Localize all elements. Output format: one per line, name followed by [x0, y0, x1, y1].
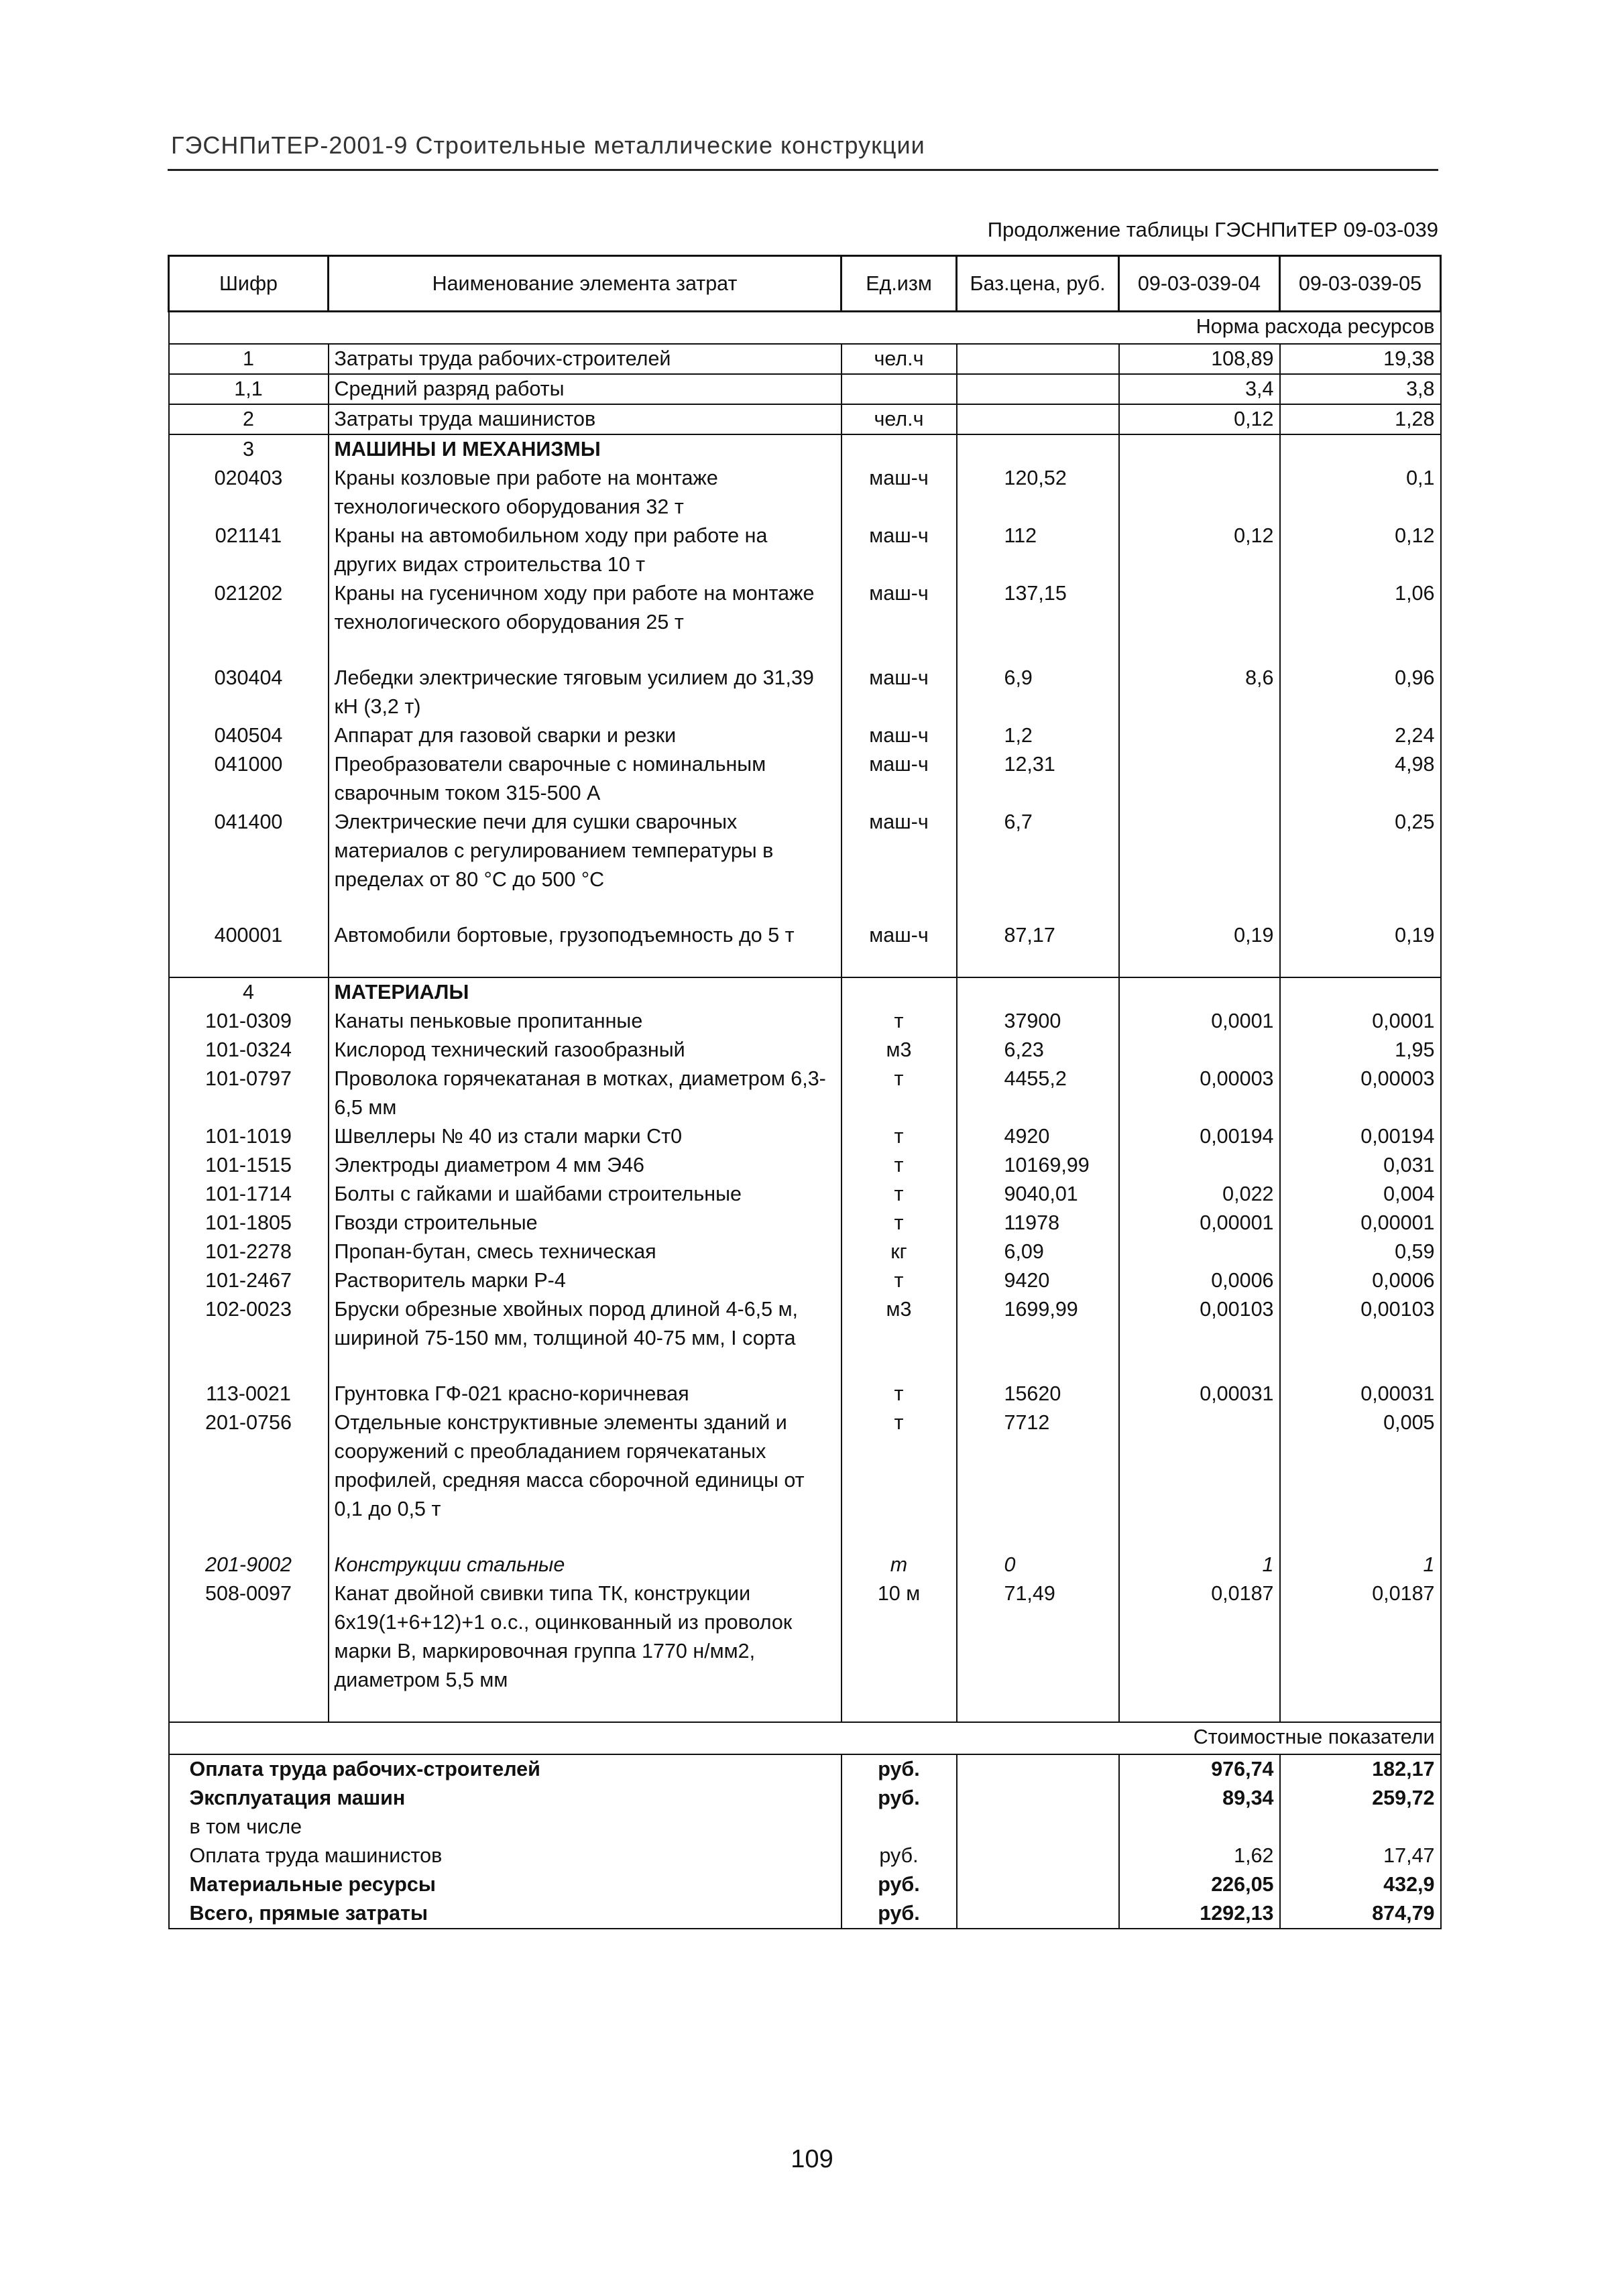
material-row	[169, 1295, 1441, 1380]
cost-label: Материальные ресурсы	[169, 1870, 842, 1899]
cell-unit: т	[842, 1180, 957, 1209]
cell-unit: т	[842, 1408, 957, 1551]
cost-total-row	[169, 1784, 1441, 1813]
cell-code: 113-0021	[169, 1380, 329, 1408]
cell-value-04	[1119, 750, 1280, 808]
cell-name: Бруски обрезные хвойных пород длиной 4-6,5 м, шириной 75-150 мм, толщиной 40-75 мм, I сорта	[329, 1295, 842, 1380]
cell-base-price: 37900	[957, 1007, 1119, 1036]
cell-name: Средний разряд работы	[329, 374, 842, 404]
cell-base-price: 7712	[957, 1408, 1119, 1551]
cell-code: 201-0756	[169, 1408, 329, 1551]
cell-code: 101-0797	[169, 1065, 329, 1122]
cell-value-05: 4,98	[1280, 750, 1441, 808]
cell-value-05	[1280, 977, 1441, 1007]
cost-unit: руб.	[842, 1870, 957, 1899]
cell-unit: т	[842, 1065, 957, 1122]
cell-name: Аппарат для газовой сварки и резки	[329, 721, 842, 750]
cell-unit	[842, 434, 957, 464]
cost-base-price	[957, 1784, 1119, 1813]
machine-row	[169, 664, 1441, 721]
cell-base-price: 112	[957, 522, 1119, 579]
cell-value-05: 1,06	[1280, 579, 1441, 664]
cost-label: Всего, прямые затраты	[169, 1899, 842, 1929]
table-body	[169, 312, 1441, 1929]
cell-code: 101-0324	[169, 1036, 329, 1065]
cell-unit	[842, 374, 957, 404]
cell-name: Электроды диаметром 4 мм Э46	[329, 1151, 842, 1180]
material-row	[169, 1380, 1441, 1408]
material-row	[169, 1065, 1441, 1122]
cell-unit: маш-ч	[842, 750, 957, 808]
cell-value-04	[1119, 1036, 1280, 1065]
cell-value-04: 0,19	[1119, 921, 1280, 977]
material-row	[169, 1122, 1441, 1151]
cost-value-04: 226,05	[1119, 1870, 1280, 1899]
cell-base-price: 10169,99	[957, 1151, 1119, 1180]
cell-unit: т	[842, 1007, 957, 1036]
machine-row	[169, 464, 1441, 522]
cell-value-04: 0,12	[1119, 404, 1280, 434]
cell-unit: т	[842, 1266, 957, 1295]
cell-name: Растворитель марки Р-4	[329, 1266, 842, 1295]
cell-base-price: 6,9	[957, 664, 1119, 721]
cell-name: МАШИНЫ И МЕХАНИЗМЫ	[329, 434, 842, 464]
cell-value-04	[1119, 1408, 1280, 1551]
machine-row	[169, 921, 1441, 977]
cell-value-04: 8,6	[1119, 664, 1280, 721]
cell-code: 101-1019	[169, 1122, 329, 1151]
cost-value-04: 1292,13	[1119, 1899, 1280, 1929]
cell-base-price: 1699,99	[957, 1295, 1119, 1380]
cell-name: Затраты труда машинистов	[329, 404, 842, 434]
cell-base-price	[957, 374, 1119, 404]
material-row	[169, 1551, 1441, 1579]
cell-base-price	[957, 434, 1119, 464]
cell-value-04	[1119, 808, 1280, 921]
cost-value-05: 874,79	[1280, 1899, 1441, 1929]
cell-base-price: 9040,01	[957, 1180, 1119, 1209]
cell-name: Краны козловые при работе на монтаже технологического оборудования 32 т	[329, 464, 842, 522]
cost-base-price	[957, 1870, 1119, 1899]
machine-row	[169, 721, 1441, 750]
cost-label: Эксплуатация машин	[169, 1784, 842, 1813]
cell-value-04	[1119, 579, 1280, 664]
cell-unit	[842, 977, 957, 1007]
page-number: 109	[791, 2145, 833, 2173]
cell-value-05: 0,031	[1280, 1151, 1441, 1180]
cell-value-05: 0,19	[1280, 921, 1441, 977]
cell-unit: маш-ч	[842, 921, 957, 977]
cell-value-05: 0,0001	[1280, 1007, 1441, 1036]
material-row	[169, 1579, 1441, 1722]
column-header-unit: Ед.изм	[842, 256, 957, 312]
cell-value-05: 0,12	[1280, 522, 1441, 579]
cell-code: 030404	[169, 664, 329, 721]
cell-value-04: 108,89	[1119, 344, 1280, 374]
cell-value-04: 0,0001	[1119, 1007, 1280, 1036]
cost-total-row	[169, 1754, 1441, 1784]
cell-value-04: 1	[1119, 1551, 1280, 1579]
machine-row	[169, 522, 1441, 579]
cell-base-price: 71,49	[957, 1579, 1119, 1722]
cell-name: Автомобили бортовые, грузоподъемность до 5 т	[329, 921, 842, 977]
norm-caption: Норма расхода ресурсов	[169, 312, 1441, 345]
cell-value-05: 0,25	[1280, 808, 1441, 921]
cost-total-row	[169, 1870, 1441, 1899]
cell-value-05: 0,0006	[1280, 1266, 1441, 1295]
cell-value-04: 0,00003	[1119, 1065, 1280, 1122]
cost-label: Оплата труда машинистов	[169, 1841, 842, 1870]
cell-code: 101-2467	[169, 1266, 329, 1295]
cost-caption-row	[169, 1722, 1441, 1754]
cell-unit: маш-ч	[842, 464, 957, 522]
cell-value-05: 1,28	[1280, 404, 1441, 434]
cell-code: 101-2278	[169, 1237, 329, 1266]
cost-label: Оплата труда рабочих-строителей	[169, 1754, 842, 1784]
cell-value-05: 1	[1280, 1551, 1441, 1579]
cell-code: 041000	[169, 750, 329, 808]
cell-code: 4	[169, 977, 329, 1007]
cell-base-price: 0	[957, 1551, 1119, 1579]
cost-total-row	[169, 1841, 1441, 1870]
cell-unit: кг	[842, 1237, 957, 1266]
cell-name: Канат двойной свивки типа ТК, конструкции 6х19(1+6+12)+1 о.с., оцинкованный из проволок марки В, маркировочная группа 1770 н/мм2, диаметром 5,5 мм	[329, 1579, 842, 1722]
cell-name: Краны на гусеничном ходу при работе на монтаже технологического оборудования 25 т	[329, 579, 842, 664]
material-row	[169, 1266, 1441, 1295]
section-header-materials	[169, 977, 1441, 1007]
table-continuation-caption: Продолжение таблицы ГЭСНПиТЕР 09-03-039	[987, 218, 1438, 241]
cell-base-price	[957, 404, 1119, 434]
cell-value-04: 0,0006	[1119, 1266, 1280, 1295]
cost-unit: руб.	[842, 1841, 957, 1870]
cell-value-05: 0,00194	[1280, 1122, 1441, 1151]
header-rule	[168, 169, 1438, 171]
cell-unit: т	[842, 1209, 957, 1237]
cost-caption: Стоимостные показатели	[169, 1722, 1441, 1754]
cell-unit: чел.ч	[842, 344, 957, 374]
cell-code: 3	[169, 434, 329, 464]
cell-base-price	[957, 344, 1119, 374]
cell-value-05: 0,96	[1280, 664, 1441, 721]
cost-label: в том числе	[169, 1813, 842, 1841]
material-row	[169, 1209, 1441, 1237]
cell-base-price: 15620	[957, 1380, 1119, 1408]
cell-code: 508-0097	[169, 1579, 329, 1722]
cell-base-price: 87,17	[957, 921, 1119, 977]
cell-code: 021202	[169, 579, 329, 664]
cell-unit: т	[842, 1380, 957, 1408]
cell-name: Пропан-бутан, смесь техническая	[329, 1237, 842, 1266]
cell-base-price: 4920	[957, 1122, 1119, 1151]
material-row	[169, 1007, 1441, 1036]
cell-code: 040504	[169, 721, 329, 750]
cell-code: 101-1515	[169, 1151, 329, 1180]
cost-value-05: 182,17	[1280, 1754, 1441, 1784]
cell-base-price: 12,31	[957, 750, 1119, 808]
cell-name: Краны на автомобильном ходу при работе на других видах строительства 10 т	[329, 522, 842, 579]
material-row	[169, 1036, 1441, 1065]
section-header-machines	[169, 434, 1441, 464]
cell-name: Гвозди строительные	[329, 1209, 842, 1237]
column-header-09-03-039-04: 09-03-039-04	[1119, 256, 1280, 312]
cell-name: Грунтовка ГФ-021 красно-коричневая	[329, 1380, 842, 1408]
cell-value-05: 0,00103	[1280, 1295, 1441, 1380]
cost-value-05: 259,72	[1280, 1784, 1441, 1813]
material-row	[169, 1408, 1441, 1551]
cost-value-04	[1119, 1813, 1280, 1841]
cost-value-05	[1280, 1813, 1441, 1841]
cell-value-05	[1280, 434, 1441, 464]
cell-name: Проволока горячекатаная в мотках, диаметром 6,3-6,5 мм	[329, 1065, 842, 1122]
labor-row	[169, 344, 1441, 374]
column-header-09-03-039-05: 09-03-039-05	[1280, 256, 1441, 312]
material-row	[169, 1180, 1441, 1209]
cell-value-04	[1119, 464, 1280, 522]
cell-unit: маш-ч	[842, 664, 957, 721]
cell-value-05: 3,8	[1280, 374, 1441, 404]
cell-value-05: 19,38	[1280, 344, 1441, 374]
cell-value-04: 0,00031	[1119, 1380, 1280, 1408]
resource-table	[168, 255, 1440, 1929]
cell-unit: м3	[842, 1036, 957, 1065]
cell-value-04: 3,4	[1119, 374, 1280, 404]
cost-base-price	[957, 1813, 1119, 1841]
cost-total-row	[169, 1813, 1441, 1841]
cell-value-04: 0,00103	[1119, 1295, 1280, 1380]
cell-unit: маш-ч	[842, 721, 957, 750]
cell-base-price: 9420	[957, 1266, 1119, 1295]
labor-row	[169, 374, 1441, 404]
cell-value-05: 2,24	[1280, 721, 1441, 750]
cell-name: Швеллеры № 40 из стали марки Ст0	[329, 1122, 842, 1151]
cell-name: Лебедки электрические тяговым усилием до 31,39 кН (3,2 т)	[329, 664, 842, 721]
cell-unit: т	[842, 1551, 957, 1579]
cell-name: Преобразователи сварочные с номинальным сварочным током 315-500 А	[329, 750, 842, 808]
column-header-name: Наименование элемента затрат	[329, 256, 842, 312]
cell-name: Затраты труда рабочих-строителей	[329, 344, 842, 374]
cell-unit: чел.ч	[842, 404, 957, 434]
machine-row	[169, 750, 1441, 808]
cost-unit: руб.	[842, 1754, 957, 1784]
cost-value-05: 17,47	[1280, 1841, 1441, 1870]
cell-value-05: 0,00003	[1280, 1065, 1441, 1122]
cell-base-price: 6,09	[957, 1237, 1119, 1266]
cell-base-price: 4455,2	[957, 1065, 1119, 1122]
cell-base-price: 137,15	[957, 579, 1119, 664]
cell-value-04	[1119, 721, 1280, 750]
cell-unit: маш-ч	[842, 522, 957, 579]
cell-base-price	[957, 977, 1119, 1007]
table-header-row	[169, 256, 1441, 312]
machine-row	[169, 579, 1441, 664]
cost-base-price	[957, 1754, 1119, 1784]
cell-value-05: 0,59	[1280, 1237, 1441, 1266]
cell-value-04: 0,00001	[1119, 1209, 1280, 1237]
cost-unit: руб.	[842, 1899, 957, 1929]
cell-code: 101-0309	[169, 1007, 329, 1036]
cell-name: Канаты пеньковые пропитанные	[329, 1007, 842, 1036]
cell-code: 041400	[169, 808, 329, 921]
cell-value-04	[1119, 977, 1280, 1007]
cell-code: 102-0023	[169, 1295, 329, 1380]
norm-caption-row	[169, 312, 1441, 345]
material-row	[169, 1151, 1441, 1180]
labor-row	[169, 404, 1441, 434]
cost-value-04: 976,74	[1119, 1754, 1280, 1784]
cell-unit: маш-ч	[842, 808, 957, 921]
cell-code: 201-9002	[169, 1551, 329, 1579]
cost-value-04: 1,62	[1119, 1841, 1280, 1870]
cost-total-row	[169, 1899, 1441, 1929]
column-header-base-price: Баз.цена, руб.	[957, 256, 1119, 312]
cell-unit: маш-ч	[842, 579, 957, 664]
cost-value-04: 89,34	[1119, 1784, 1280, 1813]
cell-code: 101-1714	[169, 1180, 329, 1209]
cell-value-04	[1119, 1151, 1280, 1180]
cell-name: Болты с гайками и шайбами строительные	[329, 1180, 842, 1209]
running-header: ГЭСНПиТЕР-2001-9 Строительные металлические конструкции	[171, 131, 925, 159]
column-header-code: Шифр	[169, 256, 329, 312]
cell-name: Кислород технический газообразный	[329, 1036, 842, 1065]
cell-code: 400001	[169, 921, 329, 977]
cell-value-04: 0,0187	[1119, 1579, 1280, 1722]
cell-base-price: 11978	[957, 1209, 1119, 1237]
cell-code: 101-1805	[169, 1209, 329, 1237]
cell-value-05: 0,004	[1280, 1180, 1441, 1209]
cell-name: Электрические печи для сушки сварочных материалов с регулированием температуры в пределах от 80 °С до 500 °С	[329, 808, 842, 921]
cell-value-04	[1119, 1237, 1280, 1266]
cost-unit	[842, 1813, 957, 1841]
cell-code: 2	[169, 404, 329, 434]
cell-base-price: 6,7	[957, 808, 1119, 921]
cost-base-price	[957, 1899, 1119, 1929]
cell-code: 1,1	[169, 374, 329, 404]
cell-value-05: 0,00031	[1280, 1380, 1441, 1408]
material-row	[169, 1237, 1441, 1266]
cell-name: МАТЕРИАЛЫ	[329, 977, 842, 1007]
cell-unit: т	[842, 1151, 957, 1180]
cost-base-price	[957, 1841, 1119, 1870]
cell-base-price: 1,2	[957, 721, 1119, 750]
cell-unit: 10 м	[842, 1579, 957, 1722]
cell-value-05: 0,00001	[1280, 1209, 1441, 1237]
cell-code: 021141	[169, 522, 329, 579]
cell-value-04	[1119, 434, 1280, 464]
cost-value-05: 432,9	[1280, 1870, 1441, 1899]
cell-value-04: 0,12	[1119, 522, 1280, 579]
cell-name: Конструкции стальные	[329, 1551, 842, 1579]
cell-base-price: 120,52	[957, 464, 1119, 522]
cell-value-04: 0,00194	[1119, 1122, 1280, 1151]
cell-code: 020403	[169, 464, 329, 522]
cell-value-05: 0,005	[1280, 1408, 1441, 1551]
cell-unit: м3	[842, 1295, 957, 1380]
cell-value-05: 0,1	[1280, 464, 1441, 522]
cost-unit: руб.	[842, 1784, 957, 1813]
cell-value-05: 0,0187	[1280, 1579, 1441, 1722]
cell-unit: т	[842, 1122, 957, 1151]
cell-base-price: 6,23	[957, 1036, 1119, 1065]
cell-code: 1	[169, 344, 329, 374]
cell-value-04: 0,022	[1119, 1180, 1280, 1209]
cell-name: Отдельные конструктивные элементы зданий и сооружений с преобладанием горячекатаных профилей, средняя масса сборочной единицы от 0,1 до 0,5 т	[329, 1408, 842, 1551]
cell-value-05: 1,95	[1280, 1036, 1441, 1065]
machine-row	[169, 808, 1441, 921]
